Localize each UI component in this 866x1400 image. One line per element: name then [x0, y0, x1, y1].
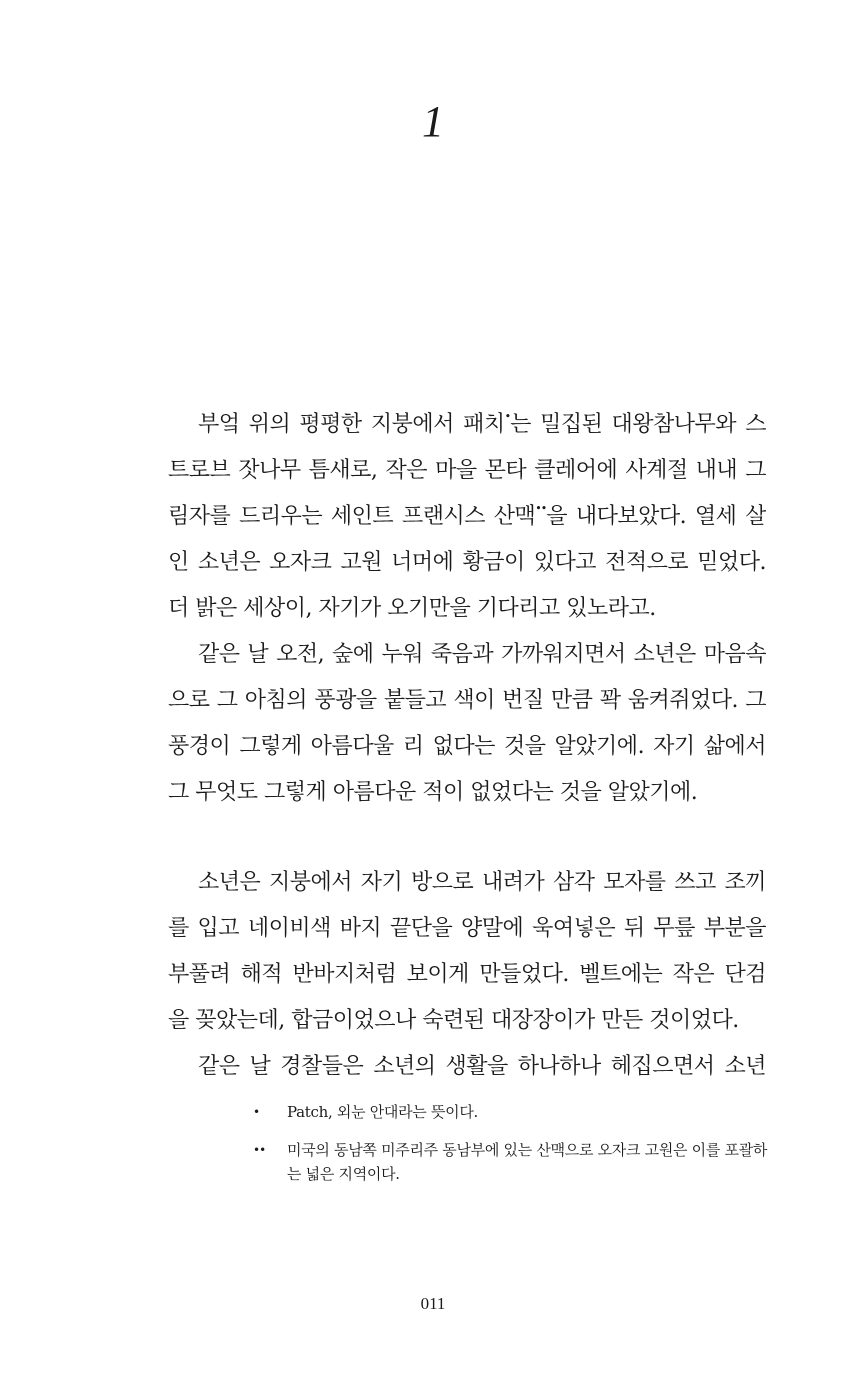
body-line: 부풀려 해적 반바지처럼 보이게 만들었다. 벨트에는 작은 단검	[168, 962, 766, 987]
section-break	[168, 816, 766, 860]
body-line	[168, 494, 766, 540]
body-line: 으로 그 아침의 풍광을 붙들고 색이 번질 만큼 꽉 움켜쥐었다. 그	[168, 688, 766, 713]
body-line: 소년은 지붕에서 자기 방으로 내려가 삼각 모자를 쓰고 조끼	[198, 870, 766, 895]
body-line: 을 꽂았는데, 합금이었으나 숙련된 대장장이가 만든 것이었다.	[168, 1008, 739, 1033]
body-line: 트로브 잣나무 틈새로, 작은 마을 몬타 클레어에 사계절 내내 그	[168, 458, 766, 483]
chapter-number: 1	[422, 97, 444, 146]
body-line: 풍경이 그렇게 아름다울 리 없다는 것을 알았기에. 자기 삶에서	[168, 734, 766, 759]
text-segment: 을 내다보았다. 열세 살	[546, 504, 766, 529]
footnote-text: Patch, 외눈 안대라는 뜻이다.	[287, 1103, 479, 1121]
footnote-text: 미국의 동남쪽 미주리주 동남부에 있는 산맥으로 오자크 고원은 이를 포괄하는 넓은 지역이다.	[287, 1141, 768, 1183]
body-text	[168, 402, 766, 1090]
body-line: 그 무엇도 그렇게 아름다운 적이 없었다는 것을 알았기에.	[168, 780, 698, 805]
footnote-marker: •	[253, 1105, 260, 1119]
footnote-reference-2: ••	[535, 502, 547, 515]
body-line: 같은 날 오전, 숲에 누워 죽음과 가까워지면서 소년은 마음속	[198, 642, 766, 667]
body-line: 를 입고 네이비색 바지 끝단을 양말에 욱여넣은 뒤 무릎 부분을	[168, 916, 766, 941]
page-number: 011	[420, 1294, 446, 1313]
footnote-1	[253, 1100, 773, 1124]
text-segment: 부엌 위의 평평한 지붕에서 패치	[198, 412, 505, 437]
body-line: 같은 날 경찰들은 소년의 생활을 하나하나 헤집으면서 소년	[198, 1054, 766, 1079]
body-line	[168, 402, 766, 448]
footnotes	[253, 1100, 773, 1200]
body-line: 더 밝은 세상이, 자기가 오기만을 기다리고 있노라고.	[168, 596, 656, 621]
footnote-reference-1: •	[504, 410, 511, 423]
footnote-marker: ••	[253, 1143, 266, 1157]
text-segment: 는 밀집된 대왕참나무와 스	[510, 412, 766, 437]
footnote-2	[253, 1138, 773, 1186]
text-segment: 림자를 드리우는 세인트 프랜시스 산맥	[168, 504, 536, 529]
body-line: 인 소년은 오자크 고원 너머에 황금이 있다고 전적으로 믿었다.	[168, 550, 766, 575]
